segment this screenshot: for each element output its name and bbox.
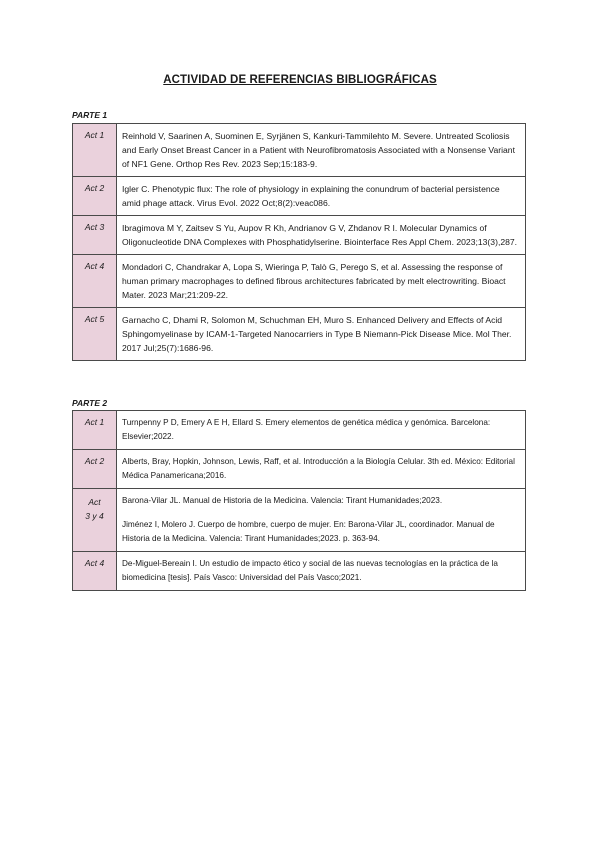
- activity-label: Act 4: [73, 552, 117, 591]
- parte-2-label: PARTE 2: [72, 398, 108, 408]
- reference-row: [73, 411, 526, 450]
- activity-label: Act 1: [73, 411, 117, 450]
- reference-row: [73, 177, 526, 216]
- reference-text: Reinhold V, Saarinen A, Suominen E, Syrjänen S, Kankuri-Tammilehto M. Severe. Untreated Scoliosis and Early Onset Breast Cancer in a Patient with Neurofibromatosis Associated with a Nonsense Variant of NF1 Gene. Orthop Res Rev. 2023 Sep;15:183-9.: [122, 131, 515, 169]
- reference-text: De-Miguel-Bereain I. Un estudio de impacto ético y social de las nuevas tecnologías en la práctica de la biomedicina [tesis]. País Vasco: Universidad del País Vasco;2021.: [122, 559, 498, 582]
- reference-text: Mondadori C, Chandrakar A, Lopa S, Wieringa P, Talò G, Perego S, et al. Assessing the response of human primary macrophages to defined fibrous architectures fabricated by melt electrowriting. Bioact Mater. 2023 Mar;21:209-22.: [122, 262, 506, 300]
- reference-text: Alberts, Bray, Hopkin, Johnson, Lewis, Raff, et al. Introducción a la Biología Celular. 3th ed. México: Editorial Médica Panamericana;2016.: [122, 457, 515, 480]
- activity-label: Act 4: [73, 255, 117, 308]
- activity-label: Act 2: [73, 177, 117, 216]
- reference-row: [73, 124, 526, 177]
- reference-cell: [117, 177, 526, 216]
- document-title: ACTIVIDAD DE REFERENCIAS BIBLIOGRÁFICAS: [163, 74, 437, 86]
- reference-cell: [117, 308, 526, 361]
- activity-label: Act 3 y 4: [73, 489, 117, 552]
- activity-label: Act 1: [73, 124, 117, 177]
- reference-row: [73, 216, 526, 255]
- reference-text: Jiménez I, Molero J. Cuerpo de hombre, cuerpo de mujer. En: Barona-Vilar JL, coordinador. Manual de Historia de la Medicina. Valencia: Tirant Humanidades;2023. p. 363-94.: [122, 520, 495, 543]
- reference-cell: [117, 552, 526, 591]
- activity-label: Act 5: [73, 308, 117, 361]
- reference-text: Turnpenny P D, Emery A E H, Ellard S. Emery elementos de genética médica y genómica. Barcelona: Elsevier;2022.: [122, 418, 491, 441]
- reference-text: Barona-Vilar JL. Manual de Historia de la Medicina. Valencia: Tirant Humanidades;2023.: [122, 496, 443, 505]
- activity-label: Act 2: [73, 450, 117, 489]
- reference-cell: [117, 489, 526, 552]
- reference-row: [73, 489, 526, 552]
- reference-row: [73, 552, 526, 591]
- reference-cell: [117, 124, 526, 177]
- activity-label: Act 3: [73, 216, 117, 255]
- reference-cell: [117, 450, 526, 489]
- parte-2-table: [72, 410, 526, 591]
- parte-1-table: [72, 123, 526, 361]
- parte-1-label: PARTE 1: [72, 110, 108, 120]
- reference-cell: [117, 411, 526, 450]
- reference-text: Igler C. Phenotypic flux: The role of physiology in explaining the conundrum of bacterial persistence amid phage attack. Virus Evol. 2022 Oct;8(2):veac086.: [122, 184, 500, 208]
- reference-row: [73, 255, 526, 308]
- reference-text: Garnacho C, Dhami R, Solomon M, Schuchman EH, Muro S. Enhanced Delivery and Effects of Acid Sphingomyelinase by ICAM-1-Targeted Nanocarriers in Type B Niemann-Pick Disease Mice. Mol Ther. 2017 Jul;25(7):1686-96.: [122, 315, 512, 353]
- reference-row: [73, 308, 526, 361]
- reference-cell: [117, 255, 526, 308]
- reference-row: [73, 450, 526, 489]
- reference-cell: [117, 216, 526, 255]
- reference-text: Ibragimova M Y, Zaitsev S Yu, Aupov R Kh, Andrianov G V, Zhdanov R I. Molecular Dynamics of Oligonucleotide DNA Complexes with Phosphatidylserine. Biointerface Res Appl Chem. 2023;13(3),287.: [122, 223, 518, 247]
